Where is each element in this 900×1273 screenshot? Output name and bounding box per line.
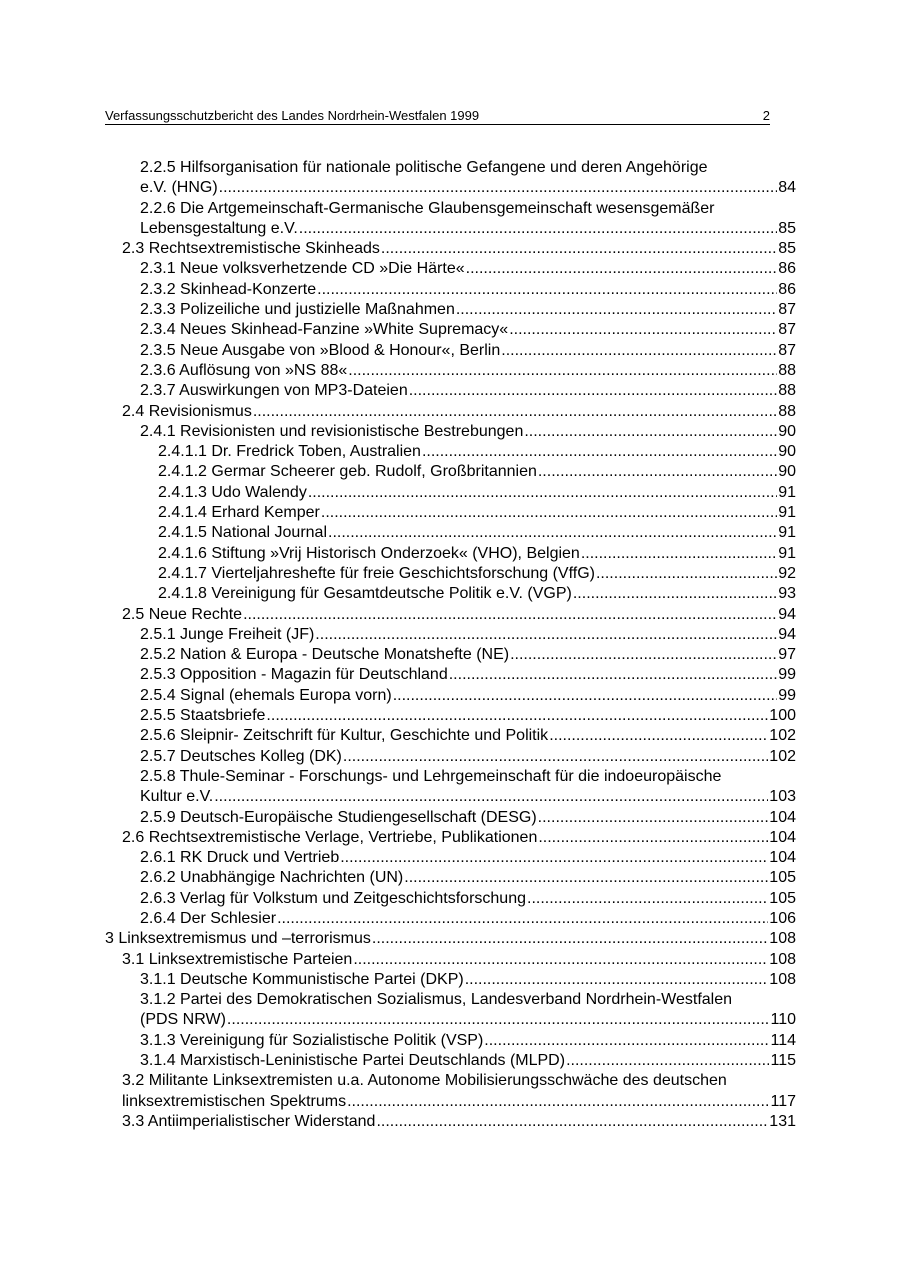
dot-leader bbox=[343, 747, 768, 767]
toc-entry-title: 2.4.1.1 Dr. Fredrick Toben, Australien bbox=[158, 443, 421, 461]
toc-entry[interactable] bbox=[140, 259, 796, 279]
toc-entry[interactable] bbox=[140, 767, 796, 808]
toc-page-number: 84 bbox=[778, 179, 796, 197]
toc-entry-title: 2.4.1 Revisionisten und revisionistische Bestrebungen bbox=[140, 422, 524, 440]
toc-entry[interactable] bbox=[140, 808, 796, 828]
table-of-contents bbox=[0, 158, 900, 1132]
toc-entry[interactable] bbox=[140, 726, 796, 746]
toc-entry[interactable] bbox=[158, 584, 796, 604]
toc-entry-title: Lebensgestaltung e.V. bbox=[140, 219, 298, 237]
dot-leader bbox=[527, 889, 768, 909]
toc-entry-title: Kultur e.V. bbox=[140, 788, 214, 806]
toc-entry[interactable] bbox=[122, 402, 796, 422]
toc-page-number: 100 bbox=[769, 707, 796, 725]
dot-leader bbox=[404, 868, 768, 888]
toc-entry[interactable] bbox=[122, 605, 796, 625]
dot-leader bbox=[509, 320, 777, 340]
toc-page-number: 108 bbox=[769, 930, 796, 948]
dot-leader bbox=[422, 442, 777, 462]
header-title: Verfassungsschutzbericht des Landes Nordrhein-Westfalen 1999 bbox=[105, 108, 480, 123]
dot-leader bbox=[243, 605, 777, 625]
toc-entry[interactable] bbox=[140, 158, 796, 199]
toc-entry[interactable] bbox=[140, 422, 796, 442]
toc-page-number: 91 bbox=[778, 524, 796, 542]
toc-entry[interactable] bbox=[140, 280, 796, 300]
dot-leader bbox=[214, 787, 768, 807]
toc-entry-title: 2.6.4 Der Schlesier bbox=[140, 909, 277, 927]
header-page-number: 2 bbox=[762, 108, 770, 123]
dot-leader bbox=[376, 1112, 768, 1132]
toc-entry-title: 2.3.1 Neue volksverhetzende CD »Die Härte« bbox=[140, 260, 465, 278]
toc-entry-title-line: 2.5.8 Thule-Seminar - Forschungs- und Lehrgemeinschaft für die indoeuropäische bbox=[140, 767, 722, 785]
toc-entry-title: 3.3 Antiimperialistischer Widerstand bbox=[122, 1112, 376, 1130]
dot-leader bbox=[409, 381, 777, 401]
dot-leader bbox=[299, 219, 777, 239]
toc-entry-title: 2.3.3 Polizeiliche und justizielle Maßnahmen bbox=[140, 301, 455, 319]
dot-leader bbox=[266, 706, 768, 726]
toc-entry[interactable] bbox=[140, 381, 796, 401]
dot-leader bbox=[340, 848, 768, 868]
toc-entry-title: 2.6.1 RK Druck und Vertrieb bbox=[140, 849, 340, 867]
toc-page-number: 86 bbox=[778, 260, 796, 278]
toc-page-number: 88 bbox=[778, 382, 796, 400]
toc-entry-title: 2.3.6 Auflösung von »NS 88« bbox=[140, 361, 348, 379]
dot-leader bbox=[227, 1010, 770, 1030]
toc-entry[interactable] bbox=[140, 625, 796, 645]
dot-leader bbox=[581, 544, 777, 564]
toc-entry-title: 2.4.1.5 National Journal bbox=[158, 524, 327, 542]
toc-entry-title: 2.3 Rechtsextremistische Skinheads bbox=[122, 240, 380, 258]
toc-entry-title: (PDS NRW) bbox=[140, 1011, 226, 1029]
toc-entry[interactable] bbox=[105, 929, 796, 949]
dot-leader bbox=[321, 503, 777, 523]
dot-leader bbox=[566, 1051, 769, 1071]
toc-page-number: 108 bbox=[769, 970, 796, 988]
toc-entry[interactable] bbox=[140, 1051, 796, 1071]
toc-page-number: 114 bbox=[770, 1031, 796, 1049]
toc-entry-title: 2.5.7 Deutsches Kolleg (DK) bbox=[140, 747, 342, 765]
running-header bbox=[105, 107, 770, 125]
toc-entry[interactable] bbox=[158, 523, 796, 543]
toc-entry[interactable] bbox=[140, 320, 796, 340]
dot-leader bbox=[510, 645, 777, 665]
toc-page-number: 110 bbox=[770, 1011, 796, 1029]
toc-entry-title: 2.5.3 Opposition - Magazin für Deutschland bbox=[140, 666, 448, 684]
toc-entry[interactable] bbox=[140, 665, 796, 685]
toc-entry-title: 2.3.7 Auswirkungen von MP3-Dateien bbox=[140, 382, 408, 400]
toc-page-number: 105 bbox=[769, 869, 796, 887]
dot-leader bbox=[393, 686, 778, 706]
dot-leader bbox=[465, 970, 769, 990]
toc-entry[interactable] bbox=[140, 747, 796, 767]
toc-entry-title: 2.4.1.2 Germar Scheerer geb. Rudolf, Großbritannien bbox=[158, 463, 537, 481]
toc-entry-title: 3.1.3 Vereinigung für Sozialistische Politik (VSP) bbox=[140, 1031, 484, 1049]
toc-page-number: 93 bbox=[778, 585, 796, 603]
dot-leader bbox=[328, 523, 777, 543]
toc-entry-title: e.V. (HNG) bbox=[140, 179, 218, 197]
toc-entry-title: 2.5.9 Deutsch-Europäische Studiengesellschaft (DESG) bbox=[140, 808, 537, 826]
toc-entry[interactable] bbox=[140, 706, 796, 726]
toc-entry[interactable] bbox=[140, 848, 796, 868]
dot-leader bbox=[277, 909, 768, 929]
toc-page-number: 94 bbox=[778, 605, 796, 623]
toc-page-number: 104 bbox=[769, 849, 796, 867]
toc-entry[interactable] bbox=[158, 564, 796, 584]
dot-leader bbox=[538, 808, 769, 828]
toc-entry[interactable] bbox=[140, 300, 796, 320]
dot-leader bbox=[573, 584, 777, 604]
toc-page-number: 115 bbox=[770, 1052, 796, 1070]
toc-entry-title: 2.3.4 Neues Skinhead-Fanzine »White Supremacy« bbox=[140, 321, 509, 339]
toc-page-number: 99 bbox=[778, 686, 796, 704]
dot-leader bbox=[549, 726, 768, 746]
toc-entry-title: 2.4.1.4 Erhard Kemper bbox=[158, 504, 320, 522]
toc-entry[interactable] bbox=[122, 828, 796, 848]
toc-entry[interactable] bbox=[140, 341, 796, 361]
dot-leader bbox=[219, 178, 778, 198]
dot-leader bbox=[538, 462, 777, 482]
toc-entry[interactable] bbox=[158, 503, 796, 523]
toc-entry-title-line: 3.1.2 Partei des Demokratischen Sozialismus, Landesverband Nordrhein-Westfalen bbox=[140, 991, 733, 1009]
toc-page-number: 86 bbox=[778, 280, 796, 298]
dot-leader bbox=[466, 259, 778, 279]
toc-page-number: 106 bbox=[769, 909, 796, 927]
dot-leader bbox=[524, 422, 777, 442]
toc-entry-title: linksextremistischen Spektrums bbox=[122, 1092, 347, 1110]
toc-entry-title: 2.4.1.6 Stiftung »Vrij Historisch Onderzoek« (VHO), Belgien bbox=[158, 544, 580, 562]
toc-entry-title: 2.6.2 Unabhängige Nachrichten (UN) bbox=[140, 869, 404, 887]
toc-page-number: 97 bbox=[778, 646, 796, 664]
toc-entry[interactable] bbox=[140, 361, 796, 381]
toc-page-number: 85 bbox=[778, 219, 796, 237]
toc-entry[interactable] bbox=[140, 686, 796, 706]
toc-entry-title-line: 2.2.5 Hilfsorganisation für nationale politische Gefangene und deren Angehörige bbox=[140, 159, 708, 176]
toc-entry-title: 2.5.1 Junge Freiheit (JF) bbox=[140, 625, 315, 643]
toc-entry-title: 2.5.5 Staatsbriefe bbox=[140, 707, 266, 725]
toc-entry[interactable] bbox=[122, 950, 796, 970]
toc-entry-title-line: 3.2 Militante Linksextremisten u.a. Autonome Mobilisierungsschwäche des deutschen bbox=[122, 1072, 727, 1090]
toc-page-number: 91 bbox=[778, 483, 796, 501]
toc-page-number: 85 bbox=[778, 240, 796, 258]
toc-entry[interactable] bbox=[158, 483, 796, 503]
toc-entry-title: 2.4.1.3 Udo Walendy bbox=[158, 483, 307, 501]
toc-page-number: 87 bbox=[778, 341, 796, 359]
toc-page-number: 104 bbox=[769, 828, 796, 846]
toc-entry-title: 3.1.4 Marxistisch-Leninistische Partei Deutschlands (MLPD) bbox=[140, 1052, 566, 1070]
toc-page-number: 99 bbox=[778, 666, 796, 684]
toc-entry[interactable] bbox=[140, 1031, 796, 1051]
toc-entry[interactable] bbox=[158, 544, 796, 564]
toc-entry[interactable] bbox=[140, 990, 796, 1031]
toc-entry-title: 3.1 Linksextremistische Parteien bbox=[122, 950, 353, 968]
toc-page-number: 108 bbox=[769, 950, 796, 968]
toc-entry[interactable] bbox=[122, 239, 796, 259]
dot-leader bbox=[501, 341, 777, 361]
toc-entry-title: 2.5.2 Nation & Europa - Deutsche Monatshefte (NE) bbox=[140, 646, 510, 664]
toc-entry-title: 2.5.6 Sleipnir- Zeitschrift für Kultur, Geschichte und Politik bbox=[140, 727, 549, 745]
dot-leader bbox=[253, 402, 777, 422]
dot-leader bbox=[596, 564, 777, 584]
dot-leader bbox=[449, 665, 777, 685]
toc-page-number: 105 bbox=[769, 889, 796, 907]
dot-leader bbox=[348, 361, 777, 381]
dot-leader bbox=[317, 280, 777, 300]
toc-page-number: 117 bbox=[770, 1092, 796, 1110]
toc-page-number: 87 bbox=[778, 301, 796, 319]
toc-entry[interactable] bbox=[122, 1112, 796, 1132]
toc-entry-title: 2.4 Revisionismus bbox=[122, 402, 252, 420]
toc-entry[interactable] bbox=[140, 868, 796, 888]
toc-entry-title: 2.4.1.7 Vierteljahreshefte für freie Geschichtsforschung (VffG) bbox=[158, 564, 595, 582]
toc-page-number: 90 bbox=[778, 463, 796, 481]
toc-page-number: 102 bbox=[769, 727, 796, 745]
toc-page-number: 90 bbox=[778, 443, 796, 461]
toc-entry[interactable] bbox=[140, 970, 796, 990]
toc-entry-title: 2.6.3 Verlag für Volkstum und Zeitgeschichtsforschung bbox=[140, 889, 526, 907]
dot-leader bbox=[372, 929, 768, 949]
toc-entry[interactable] bbox=[140, 199, 796, 240]
toc-entry-title: 2.5.4 Signal (ehemals Europa vorn) bbox=[140, 686, 392, 704]
toc-entry[interactable] bbox=[122, 1071, 796, 1112]
dot-leader bbox=[347, 1092, 769, 1112]
dot-leader bbox=[456, 300, 777, 320]
toc-entry-title: 2.5 Neue Rechte bbox=[122, 605, 243, 623]
toc-page-number: 92 bbox=[778, 564, 796, 582]
toc-page-number: 131 bbox=[769, 1112, 796, 1130]
dot-leader bbox=[315, 625, 777, 645]
toc-page-number: 102 bbox=[769, 747, 796, 765]
toc-page-number: 88 bbox=[778, 361, 796, 379]
dot-leader bbox=[538, 828, 768, 848]
toc-page-number: 104 bbox=[769, 808, 796, 826]
dot-leader bbox=[381, 239, 777, 259]
toc-entry-title: 2.4.1.8 Vereinigung für Gesamtdeutsche Politik e.V. (VGP) bbox=[158, 585, 572, 603]
dot-leader bbox=[353, 950, 768, 970]
toc-entry-title-line: 2.2.6 Die Artgemeinschaft-Germanische Glaubensgemeinschaft wesensgemäßer bbox=[140, 199, 715, 217]
toc-page-number: 88 bbox=[778, 402, 796, 420]
toc-page-number: 90 bbox=[778, 422, 796, 440]
toc-page-number: 91 bbox=[778, 544, 796, 562]
toc-entry-title: 2.3.2 Skinhead-Konzerte bbox=[140, 280, 317, 298]
toc-page-number: 94 bbox=[778, 625, 796, 643]
toc-entry[interactable] bbox=[158, 442, 796, 462]
toc-entry[interactable] bbox=[140, 889, 796, 909]
toc-page-number: 91 bbox=[778, 504, 796, 522]
dot-leader bbox=[308, 483, 777, 503]
toc-entry[interactable] bbox=[140, 909, 796, 929]
dot-leader bbox=[484, 1031, 769, 1051]
toc-entry-title: 3.1.1 Deutsche Kommunistische Partei (DKP) bbox=[140, 970, 464, 988]
toc-entry-title: 2.3.5 Neue Ausgabe von »Blood & Honour«, Berlin bbox=[140, 341, 501, 359]
toc-entry[interactable] bbox=[158, 462, 796, 482]
toc-entry-title: 3 Linksextremismus und –terrorismus bbox=[105, 930, 371, 948]
toc-entry[interactable] bbox=[140, 645, 796, 665]
toc-entry-title: 2.6 Rechtsextremistische Verlage, Vertriebe, Publikationen bbox=[122, 828, 538, 846]
toc-page-number: 87 bbox=[778, 321, 796, 339]
toc-page-number: 103 bbox=[769, 788, 796, 806]
